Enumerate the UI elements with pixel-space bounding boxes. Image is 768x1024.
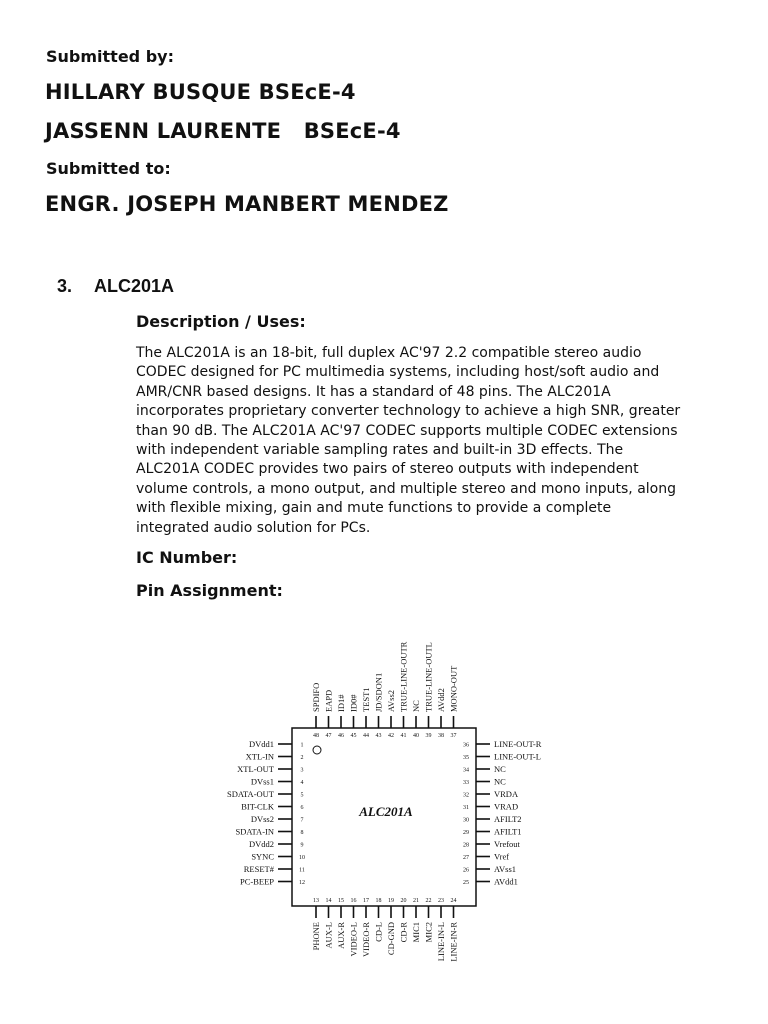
pin-number-label: 22 <box>425 898 432 904</box>
description-line: volume controls, a mono output, and multiple stereo and mono inputs, along <box>136 480 676 497</box>
pin-name-label: LINE-IN-L <box>436 922 446 962</box>
description-paragraph <box>136 344 736 538</box>
pin-number-label: 20 <box>400 898 407 904</box>
description-line: The ALC201A is an 18-bit, full duplex AC'97 2.2 compatible stereo audio <box>136 345 642 361</box>
pin-name-label: AVss1 <box>494 864 517 874</box>
pin-name-label: VRDA <box>494 789 519 799</box>
pin-number-label: 12 <box>299 880 305 886</box>
pin-number-label: 4 <box>300 780 304 786</box>
pin-number-label: 8 <box>300 830 304 836</box>
pin-number-label: 24 <box>450 898 457 904</box>
pin-name-label: XTL-OUT <box>237 764 274 774</box>
pin-number-label: 9 <box>300 842 304 849</box>
pin-number-label: 19 <box>388 898 394 904</box>
submitted-by-label: Submitted by: <box>46 47 174 66</box>
pin-number-label: 33 <box>463 780 469 786</box>
pin-number-label: 23 <box>438 898 444 904</box>
pin-name-label: CD-R <box>398 922 409 943</box>
pin-name-label: NC <box>494 776 506 787</box>
pin-number-label: 39 <box>425 733 432 739</box>
pin-number-label: 10 <box>299 855 305 861</box>
pin-name-label: AVdd1 <box>494 876 518 887</box>
pin-name-label: AFILT2 <box>494 814 522 824</box>
pin-number-label: 16 <box>350 898 357 904</box>
pin-assignment-heading: Pin Assignment: <box>136 581 283 600</box>
description-line: CODEC designed for PC multimedia systems, including host/soft audio and <box>136 364 660 381</box>
description-line: integrated audio solution for PCs. <box>136 519 371 536</box>
pin-number-label: 7 <box>300 817 304 824</box>
pin-name-label: Vref <box>494 851 510 862</box>
pin-name-label: AUX-L <box>323 922 334 949</box>
ic-number-heading: IC Number: <box>136 548 238 567</box>
pin-number-label: 32 <box>463 792 469 799</box>
pin-number-label: 26 <box>463 867 469 874</box>
pin-number-label: 46 <box>338 733 344 739</box>
pin-name-label: LINE-OUT-L <box>494 751 541 762</box>
pin-number-label: 36 <box>463 742 469 749</box>
pin-number-label: 45 <box>350 733 357 739</box>
pin-name-label: VIDEO-R <box>361 922 371 957</box>
description-heading: Description / Uses: <box>136 312 306 331</box>
pin-number-label: 44 <box>363 733 369 739</box>
author-2: JASSENN LAURENTE BSEcE-4 <box>45 119 401 143</box>
pin-number-label: 2 <box>300 755 304 761</box>
pin-number-label: 15 <box>338 898 344 904</box>
pin-name-label: LINE-IN-R <box>448 922 459 962</box>
pin-number-label: 34 <box>463 767 469 774</box>
pin-number-label: 18 <box>375 898 382 904</box>
pin-number-label: 35 <box>463 755 469 761</box>
pin-name-label: AVdd2 <box>436 688 446 712</box>
pin-name-label: AVss2 <box>386 689 396 712</box>
pin-assignment-diagram <box>200 616 570 976</box>
pin-name-label: TRUE-LINE-OUTR <box>398 641 409 712</box>
pin-number-label: 21 <box>413 898 419 904</box>
chip-label: ALC201A <box>359 804 413 819</box>
pin-name-label: DVdd2 <box>248 839 274 849</box>
pin-name-label: BIT-CLK <box>241 801 274 812</box>
pin-number-label: 5 <box>300 792 304 799</box>
pin-name-label: TRUE-LINE-OUTL <box>423 642 434 712</box>
description-line: AMR/CNR based designs. It has a standard of 48 pins. The ALC201A <box>136 383 611 400</box>
pin-name-label: DVdd1 <box>248 739 274 749</box>
pin-name-label: RESET# <box>243 864 274 874</box>
pin-number-label: 40 <box>413 733 419 739</box>
description-line: incorporates proprietary converter technology to achieve a high SNR, greater <box>136 403 681 420</box>
pin-name-label: CD-L <box>373 922 384 942</box>
description-line: than 90 dB. The ALC201A AC'97 CODEC supports multiple CODEC extensions <box>136 422 678 439</box>
pin-name-label: AFILT1 <box>494 826 522 837</box>
pin-name-label: Vrefout <box>494 839 520 849</box>
pin-name-label: MONO-OUT <box>448 665 459 712</box>
description-line: with flexible mixing, gain and mute functions to provide a complete <box>136 500 612 517</box>
description-line: with independent variable sampling rates and built-in 3D effects. The <box>136 442 624 459</box>
pin-name-label: JD/SDON1 <box>373 672 384 712</box>
pin-number-label: 1 <box>300 742 304 749</box>
pin-name-label: VIDEO-L <box>348 922 359 957</box>
section-number: 3. <box>57 276 73 296</box>
pin-number-label: 48 <box>313 733 319 739</box>
pin-name-label: LINE-OUT-R <box>494 739 542 749</box>
pin-number-label: 38 <box>438 733 444 739</box>
pin-number-label: 30 <box>463 817 469 824</box>
pin-number-label: 43 <box>375 733 382 739</box>
author-1: HILLARY BUSQUE BSEcE-4 <box>45 80 356 104</box>
pin-name-label: XTL-IN <box>245 751 274 762</box>
pin-name-label: ID0# <box>348 694 359 712</box>
pin-number-label: 37 <box>450 733 457 739</box>
pin-name-label: SPDIFO <box>311 682 321 712</box>
pin-name-label: PC-BEEP <box>239 876 274 887</box>
pin-number-label: 29 <box>463 830 469 836</box>
submitted-to-label: Submitted to: <box>46 159 171 178</box>
pin-name-label: NC <box>494 764 506 774</box>
pin-name-label: NC <box>411 700 421 712</box>
pin-number-label: 17 <box>363 898 369 904</box>
pin-name-label: DVss1 <box>250 776 274 787</box>
pin-name-label: SDATA-IN <box>235 826 274 837</box>
pin-name-label: MIC2 <box>423 922 434 943</box>
section-title: ALC201A <box>94 276 175 296</box>
pin-name-label: DVss2 <box>250 814 274 824</box>
pin-number-label: 11 <box>299 867 305 874</box>
description-line: ALC201A CODEC provides two pairs of stereo outputs with independent <box>136 461 639 478</box>
pin-name-label: PHONE <box>311 922 321 951</box>
pin-name-label: SYNC <box>251 851 274 862</box>
pin-number-label: 47 <box>325 733 332 739</box>
pin-number-label: 41 <box>400 733 407 739</box>
pin-name-label: ID1# <box>336 694 346 712</box>
pin-number-label: 27 <box>463 855 469 861</box>
pin-name-label: CD-GND <box>386 922 396 956</box>
pin-name-label: AUX-R <box>336 922 346 949</box>
pin-name-label: SDATA-OUT <box>226 789 274 799</box>
pin-number-label: 3 <box>300 767 304 774</box>
pin-number-label: 25 <box>463 880 469 886</box>
pin-name-label: VRAD <box>494 801 519 812</box>
pin-number-label: 28 <box>463 842 469 849</box>
pin-number-label: 14 <box>325 898 332 904</box>
pin-name-label: MIC1 <box>411 922 421 943</box>
pin-number-label: 13 <box>313 898 319 904</box>
instructor-name: ENGR. JOSEPH MANBERT MENDEZ <box>45 192 449 216</box>
pin-number-label: 42 <box>388 733 394 739</box>
pin-number-label: 31 <box>463 805 469 811</box>
pin-name-label: TEST1 <box>361 687 371 712</box>
pin-name-label: EAPD <box>323 689 334 712</box>
pin-number-label: 6 <box>300 805 304 811</box>
